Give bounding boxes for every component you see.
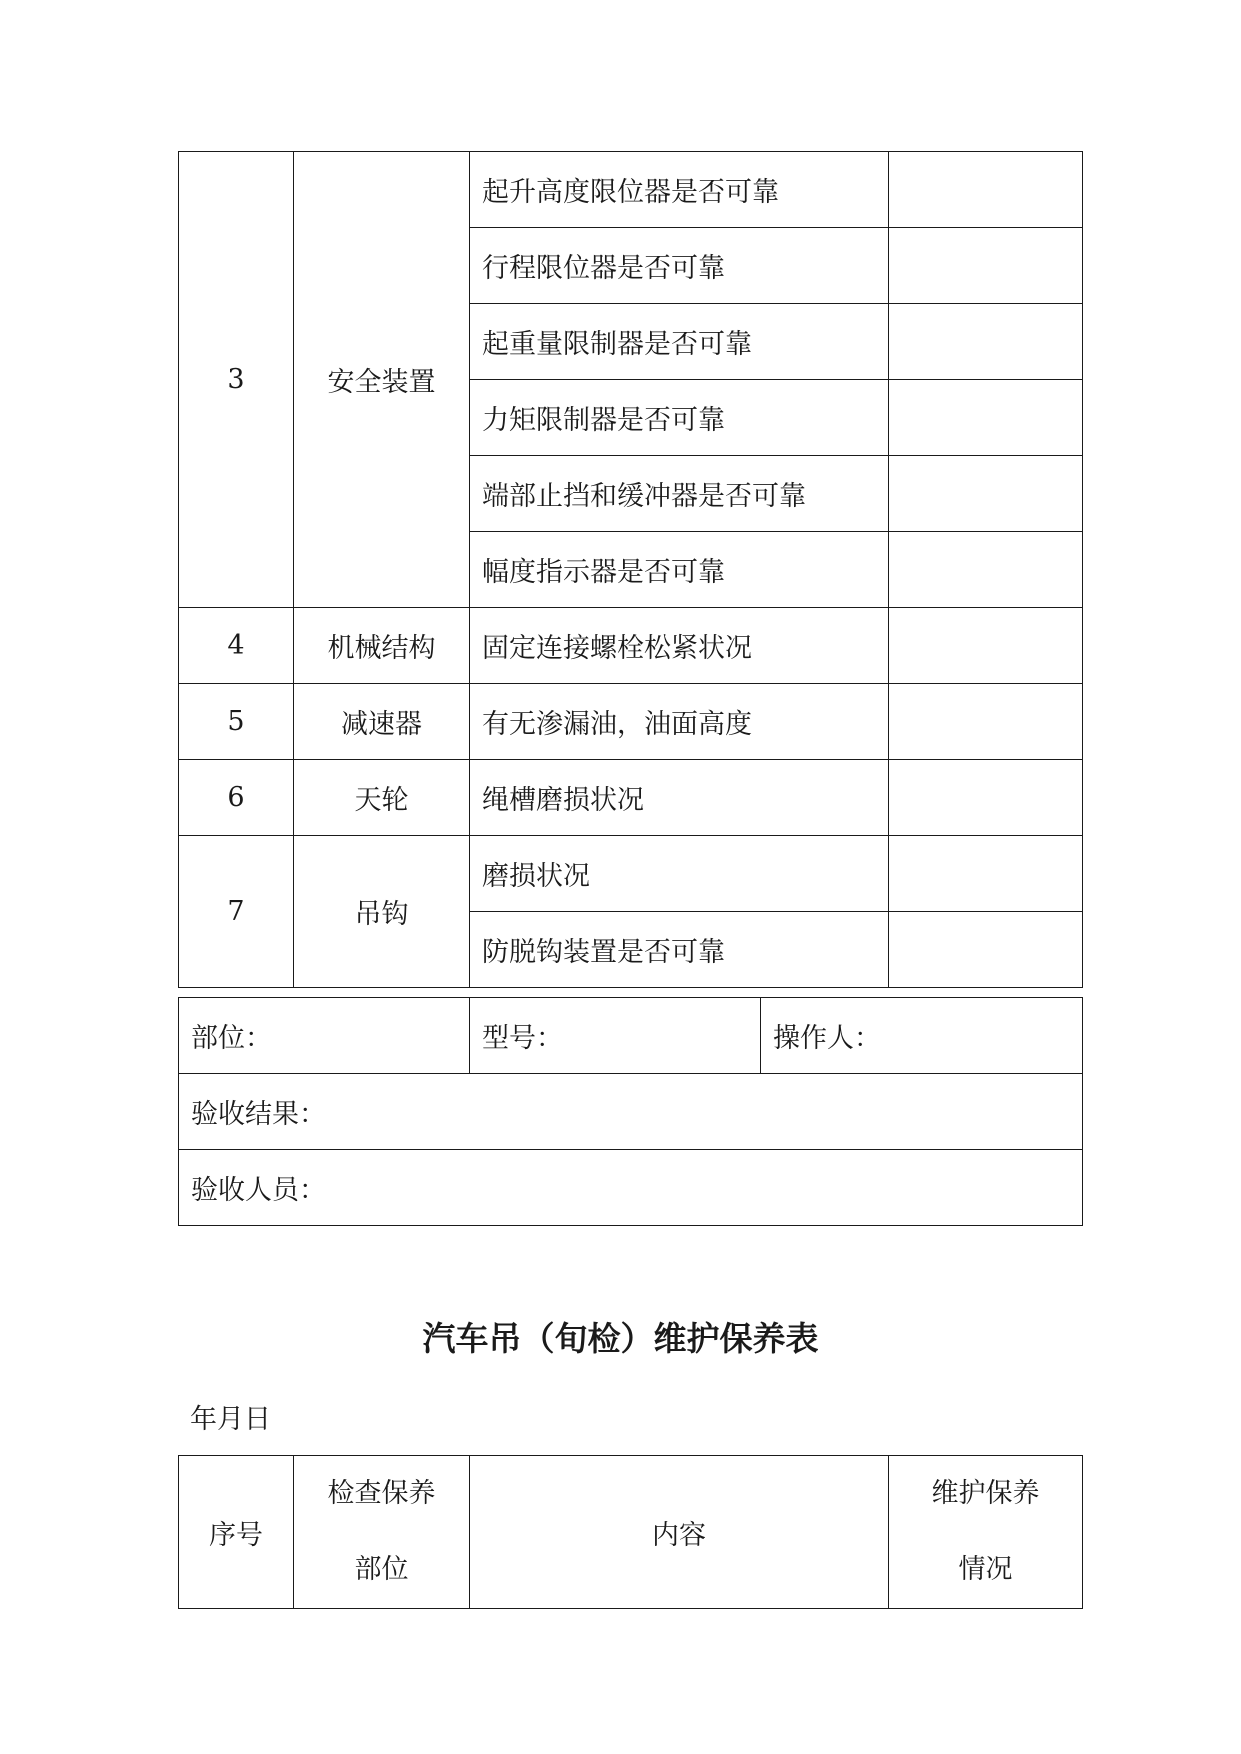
maintenance-checklist-table [178, 151, 1083, 988]
table-row [179, 760, 1083, 836]
item-content-cell: 固定连接螺栓松紧状况 [470, 608, 889, 684]
item-status-cell[interactable] [889, 304, 1083, 380]
item-number-cell: 6 [179, 760, 294, 836]
header-number: 序号 [179, 1456, 294, 1609]
item-content-cell: 磨损状况 [470, 836, 889, 912]
acceptance-result-label: 验收结果： [191, 1099, 326, 1130]
item-content-cell: 起升高度限位器是否可靠 [470, 152, 889, 228]
operator-label: 操作人： [773, 1023, 881, 1054]
item-content-cell: 行程限位器是否可靠 [470, 228, 889, 304]
acceptance-inspector-field[interactable] [179, 1150, 1083, 1226]
item-status-cell[interactable] [889, 912, 1083, 988]
table-row [179, 1074, 1083, 1150]
signoff-table [178, 997, 1083, 1226]
model-field[interactable] [470, 998, 761, 1074]
item-status-cell[interactable] [889, 228, 1083, 304]
item-content-cell: 防脱钩装置是否可靠 [470, 912, 889, 988]
item-part-cell: 安全装置 [294, 152, 470, 608]
item-content-cell: 绳槽磨损状况 [470, 760, 889, 836]
table-row [179, 684, 1083, 760]
item-number-cell: 5 [179, 684, 294, 760]
table-row [179, 608, 1083, 684]
item-content-cell: 有无渗漏油，油面高度 [470, 684, 889, 760]
header-part-line1: 检查保养 [327, 1478, 436, 1509]
form-header-table [178, 1455, 1083, 1609]
table-row [179, 1150, 1083, 1226]
header-part [294, 1456, 470, 1609]
item-number-cell: 7 [179, 836, 294, 988]
header-status [889, 1456, 1083, 1609]
item-status-cell[interactable] [889, 532, 1083, 608]
item-number-cell: 3 [179, 152, 294, 608]
item-status-cell[interactable] [889, 152, 1083, 228]
table-row [179, 836, 1083, 912]
item-part-cell: 机械结构 [294, 608, 470, 684]
model-label: 型号： [482, 1023, 563, 1054]
table-header-row [179, 1456, 1083, 1609]
table-row [179, 998, 1083, 1074]
item-content-cell: 端部止挡和缓冲器是否可靠 [470, 456, 889, 532]
item-number-cell: 4 [179, 608, 294, 684]
item-status-cell[interactable] [889, 608, 1083, 684]
item-status-cell[interactable] [889, 836, 1083, 912]
header-part-line2: 部位 [354, 1554, 409, 1585]
operator-field[interactable] [761, 998, 1083, 1074]
item-status-cell[interactable] [889, 456, 1083, 532]
item-content-cell: 幅度指示器是否可靠 [470, 532, 889, 608]
table-row [179, 152, 1083, 228]
item-content-cell: 起重量限制器是否可靠 [470, 304, 889, 380]
acceptance-result-field[interactable] [179, 1074, 1083, 1150]
item-status-cell[interactable] [889, 380, 1083, 456]
item-part-cell: 吊钩 [294, 836, 470, 988]
location-label: 部位： [191, 1023, 272, 1054]
item-part-cell: 天轮 [294, 760, 470, 836]
item-part-cell: 减速器 [294, 684, 470, 760]
item-content-cell: 力矩限制器是否可靠 [470, 380, 889, 456]
date-label: 年月日 [190, 1404, 271, 1435]
form-title: 汽车吊（旬检）维护保养表 [422, 1319, 819, 1358]
header-content: 内容 [470, 1456, 889, 1609]
item-status-cell[interactable] [889, 684, 1083, 760]
item-status-cell[interactable] [889, 760, 1083, 836]
location-field[interactable] [179, 998, 470, 1074]
header-status-line1: 维护保养 [931, 1478, 1040, 1509]
acceptance-inspector-label: 验收人员： [191, 1175, 326, 1206]
header-status-line2: 情况 [958, 1554, 1013, 1585]
